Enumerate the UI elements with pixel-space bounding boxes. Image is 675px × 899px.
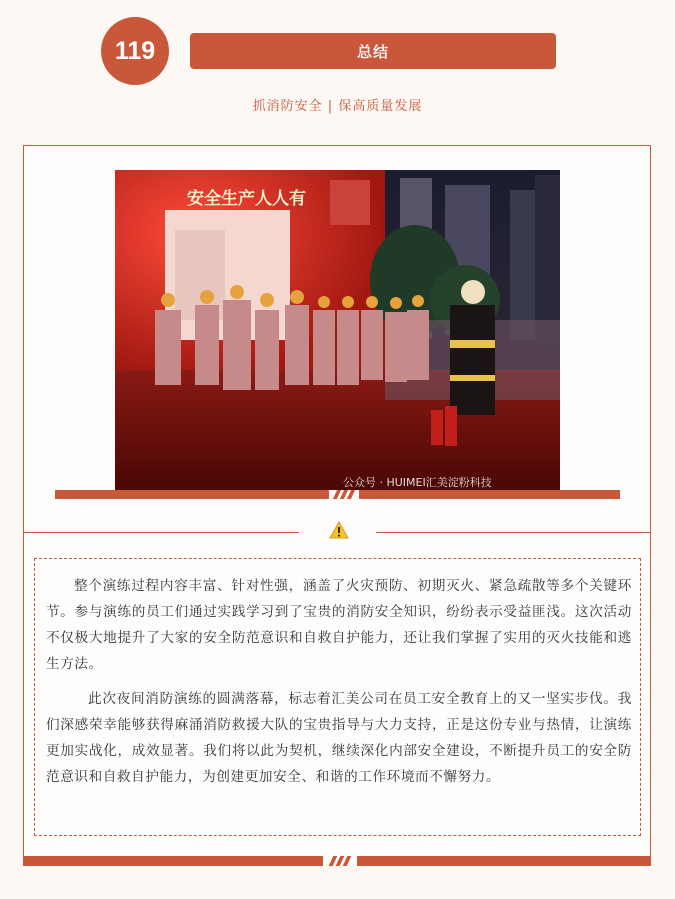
divider-left [24, 532, 299, 533]
warning-icon [329, 521, 349, 539]
summary-paragraph-2: 此次夜间消防演练的圆满落幕，标志着汇美公司在员工安全教育上的又一坚实步伐。我们深感荣幸能够获得麻涌消防救援大队的宝贵指导与大力支持，正是这份专业与热情，让演练更加实战化，成效显著。我们将以此为契机，继续深化内部安全建设，不断提升员工的安全防范意识和自救自护能力，为创建更加安全、和谐的工作环境而不懈努力。 [46, 691, 632, 785]
photo-watermark: 公众号 · HUIMEI汇美淀粉科技 [343, 476, 492, 489]
section-title: 总结 [190, 33, 556, 69]
fire-drill-photo [115, 170, 560, 490]
photo-bar-decoration [329, 490, 359, 499]
summary-paragraph-1: 整个演练过程内容丰富、针对性强，涵盖了火灾预防、初期灭火、紧急疏散等多个关键环节。参与演练的员工们通过实践学习到了宝贵的消防安全知识，纷纷表示受益匪浅。这次活动不仅极大地提升了大家的安全防范意识和自救自护能力，还让我们掌握了实用的灭火技能和逃生方法。 [46, 578, 632, 672]
badge-number: 119 [101, 17, 169, 85]
photo-sign-text: 安全生产人人有 [187, 189, 306, 209]
divider-right [376, 532, 651, 533]
bottom-bar-decoration [323, 856, 357, 866]
section-subtitle: 抓消防安全 | 保高质量发展 [252, 99, 423, 114]
